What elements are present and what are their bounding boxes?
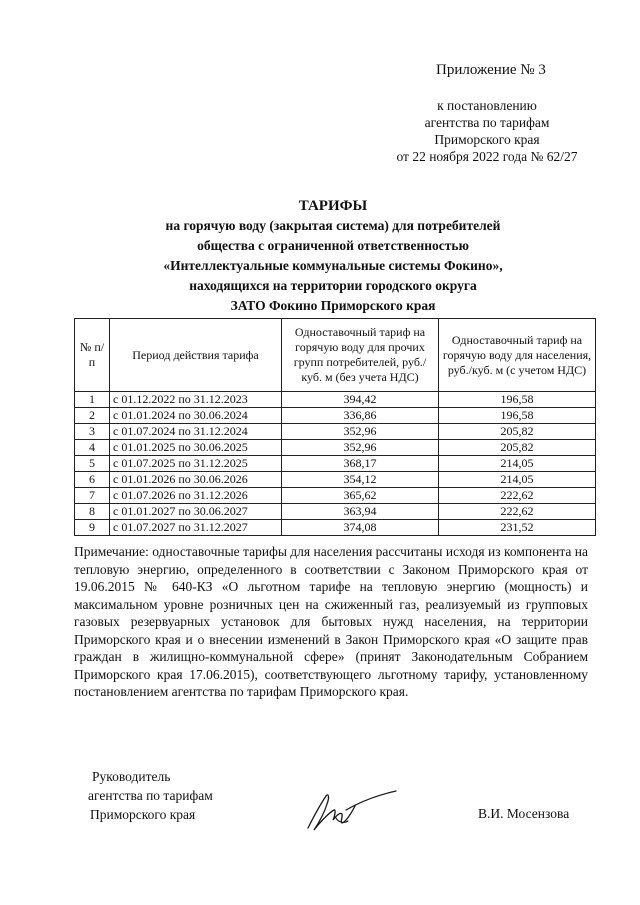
cell-tariff-population: 214,05 bbox=[439, 472, 596, 488]
title-line: находящихся на территории городского округа bbox=[189, 278, 477, 293]
table-row bbox=[75, 392, 596, 408]
handwritten-signature bbox=[300, 788, 400, 834]
cell-num: 2 bbox=[75, 408, 110, 424]
table-row bbox=[75, 456, 596, 472]
table-row bbox=[75, 472, 596, 488]
table-row bbox=[75, 408, 596, 424]
cell-tariff-other: 365,62 bbox=[282, 488, 439, 504]
cell-tariff-population: 214,05 bbox=[439, 456, 596, 472]
signer-position-line: агентства по тарифам bbox=[88, 788, 213, 803]
tariff-table bbox=[74, 318, 596, 536]
cell-tariff-population: 196,58 bbox=[439, 392, 596, 408]
ref-line: агентства по тарифам bbox=[424, 115, 550, 130]
title-line: на горячую воду (закрытая система) для потребителей bbox=[165, 218, 501, 233]
cell-num: 7 bbox=[75, 488, 110, 504]
appendix-number: Приложение № 3 bbox=[436, 62, 546, 78]
cell-period: с 01.07.2025 по 31.12.2025 bbox=[110, 456, 282, 472]
cell-num: 1 bbox=[75, 392, 110, 408]
cell-num: 8 bbox=[75, 504, 110, 520]
ref-line: от 22 ноября 2022 года № 62/27 bbox=[396, 149, 578, 164]
cell-tariff-other: 368,17 bbox=[282, 456, 439, 472]
cell-num: 5 bbox=[75, 456, 110, 472]
title-line: «Интеллектуальные коммунальные системы Фокино», bbox=[163, 258, 503, 273]
cell-num: 6 bbox=[75, 472, 110, 488]
header-num: № п/п bbox=[75, 319, 110, 392]
table-row bbox=[75, 440, 596, 456]
table-row bbox=[75, 488, 596, 504]
title-main: ТАРИФЫ bbox=[298, 198, 368, 214]
cell-num: 3 bbox=[75, 424, 110, 440]
table-header-row bbox=[75, 319, 596, 392]
table-row bbox=[75, 424, 596, 440]
signer-position-line: Приморского края bbox=[90, 807, 196, 822]
cell-tariff-population: 222,62 bbox=[439, 488, 596, 504]
cell-period: с 01.01.2026 по 30.06.2026 bbox=[110, 472, 282, 488]
cell-tariff-population: 222,62 bbox=[439, 504, 596, 520]
cell-tariff-population: 205,82 bbox=[439, 440, 596, 456]
signer-position-line: Руководитель bbox=[92, 769, 171, 784]
document-title bbox=[60, 196, 606, 316]
cell-tariff-population: 205,82 bbox=[439, 424, 596, 440]
cell-tariff-other: 352,96 bbox=[282, 440, 439, 456]
cell-tariff-other: 352,96 bbox=[282, 424, 439, 440]
cell-tariff-other: 363,94 bbox=[282, 504, 439, 520]
cell-period: с 01.07.2027 по 31.12.2027 bbox=[110, 520, 282, 536]
title-line: ЗАТО Фокино Приморского края bbox=[230, 298, 436, 313]
cell-period: с 01.01.2024 по 30.06.2024 bbox=[110, 408, 282, 424]
cell-period: с 01.01.2025 по 30.06.2025 bbox=[110, 440, 282, 456]
cell-tariff-other: 374,08 bbox=[282, 520, 439, 536]
cell-tariff-other: 336,86 bbox=[282, 408, 439, 424]
cell-num: 4 bbox=[75, 440, 110, 456]
cell-period: с 01.07.2026 по 31.12.2026 bbox=[110, 488, 282, 504]
table-row bbox=[75, 520, 596, 536]
cell-tariff-other: 394,42 bbox=[282, 392, 439, 408]
ref-line: Приморского края bbox=[434, 132, 540, 147]
header-tariff-other: Одноставочный тариф на горячую воду для прочих групп потребителей, руб./куб. м (без учета НДС) bbox=[282, 319, 439, 392]
cell-period: с 01.07.2024 по 31.12.2024 bbox=[110, 424, 282, 440]
cell-tariff-other: 354,12 bbox=[282, 472, 439, 488]
table-row bbox=[75, 504, 596, 520]
cell-tariff-population: 231,52 bbox=[439, 520, 596, 536]
signer-position bbox=[88, 767, 216, 824]
title-line: общества с ограниченной ответственностью bbox=[197, 238, 469, 253]
cell-tariff-population: 196,58 bbox=[439, 408, 596, 424]
header-period: Период действия тарифа bbox=[110, 319, 282, 392]
signer-name: В.И. Мосензова bbox=[478, 806, 570, 821]
cell-num: 9 bbox=[75, 520, 110, 536]
ref-line: к постановлению bbox=[437, 98, 537, 113]
note-paragraph: Примечание: одноставочные тарифы для населения рассчитаны исходя из компонента на тепловую энергию, определенного в соответствии с Законом Приморского края от 19.06.2015 № 640-КЗ «О льготном тарифе на тепловую энергию (мощность) и максимальном уровне розничных цен на сжиженный газ, реализуемый из групповых газовых резервуарных установок для бытовых нужд населения, на территории Приморского края и о внесении изменений в Закон Приморского края «О защите прав граждан в жилищно-коммунальной сфере» (принят Законодательным Собранием Приморского края 17.06.2015), соответствующего льготному тарифу, установленному постановлением агентства по тарифам Приморского края. bbox=[74, 544, 588, 699]
cell-period: с 01.12.2022 по 31.12.2023 bbox=[110, 392, 282, 408]
header-tariff-population: Одноставочный тариф на горячую воду для населения, руб./куб. м (с учетом НДС) bbox=[439, 319, 596, 392]
cell-period: с 01.01.2027 по 30.06.2027 bbox=[110, 504, 282, 520]
resolution-reference bbox=[376, 97, 598, 165]
